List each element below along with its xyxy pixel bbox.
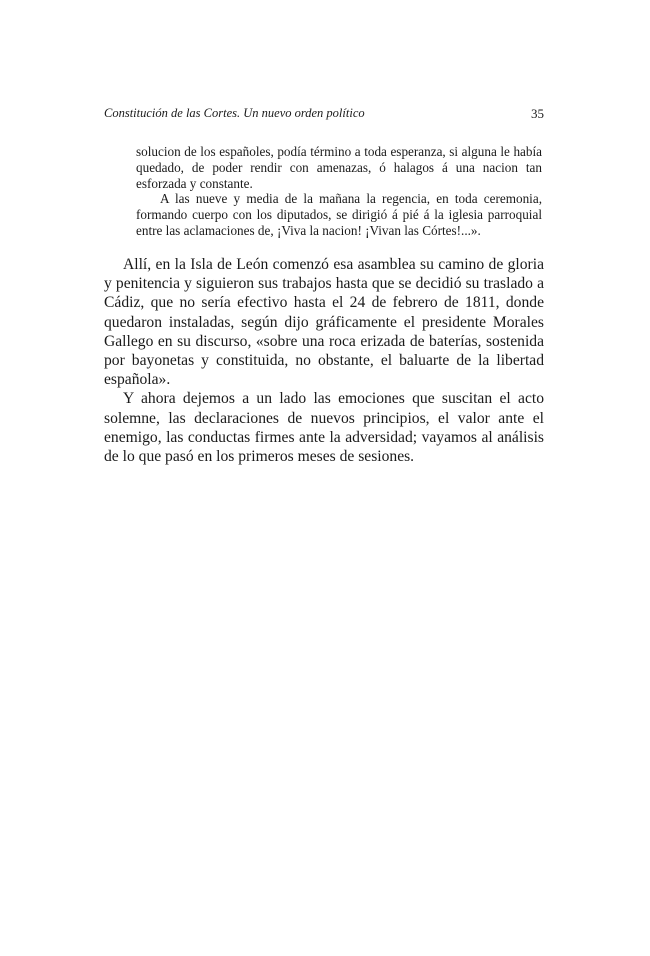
body-paragraph: Allí, en la Isla de León comenzó esa asamblea su camino de gloria y penitencia y siguieron sus trabajos hasta que se decidió su traslado a Cádiz, que no sería efectivo hasta el 24 de febrero de 1811, donde quedaron instaladas, según dijo gráficamente el presidente Morales Gallego en su discurso, «sobre una roca erizada de baterías, sostenida por bayonetas y constituida, no obstante, el baluarte de la libertad española». <box>104 256 544 389</box>
block-quote <box>136 144 542 239</box>
page-number: 35 <box>531 106 544 121</box>
running-title: Constitución de las Cortes. Un nuevo orden político <box>104 106 365 120</box>
page-header <box>104 106 544 126</box>
main-text <box>104 255 544 466</box>
quote-paragraph: solucion de los españoles, podía término a toda esperanza, si alguna le había quedado, de poder rendir con amenazas, ó halagos á una nacion tan esforzada y constante. <box>136 144 542 191</box>
body-paragraph: Y ahora dejemos a un lado las emociones que suscitan el acto solemne, las declaraciones de nuevos principios, el valor ante el enemigo, las conductas firmes ante la adversidad; vayamos al análisis de lo que pasó en los primeros meses de sesiones. <box>104 390 544 466</box>
quote-paragraph: A las nueve y media de la mañana la regencia, en toda ceremonia, formando cuerpo con los diputados, se dirigió á pié á la iglesia parroquial entre las aclamaciones de, ¡Viva la nacion! ¡Vivan las Córtes!...». <box>136 191 542 238</box>
